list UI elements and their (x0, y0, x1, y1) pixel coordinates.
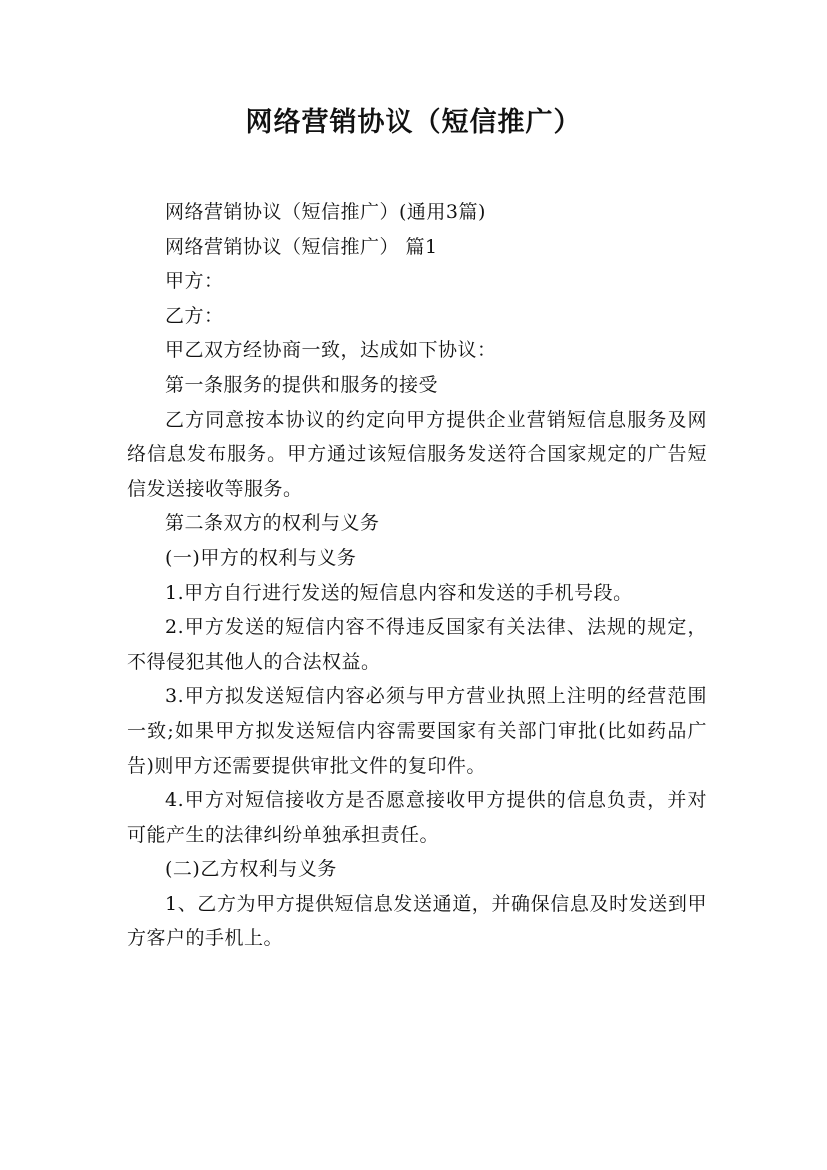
paragraph-section-a-heading: (一)甲方的权利与义务 (165, 546, 357, 569)
paragraph-item-b1: 1、乙方为甲方提供短信息发送通道，并确保信息及时发送到甲方客户的手机上。 (127, 892, 707, 950)
paragraph-article-1-body: 乙方同意按本协议的约定向甲方提供企业营销短信息服务及网络信息发布服务。甲方通过该短信服务发送符合国家规定的广告短信发送接收等服务。 (127, 408, 707, 500)
paragraph-item-a1: 1.甲方自行进行发送的短信息内容和发送的手机号段。 (165, 581, 633, 604)
paragraph-item-a4: 4.甲方对短信接收方是否愿意接收甲方提供的信息负责，并对可能产生的法律纠纷单独承担责任。 (127, 789, 707, 846)
paragraph-article-1-heading: 第一条服务的提供和服务的接受 (165, 373, 439, 396)
paragraph-part-heading: 网络营销协议（短信推广） 篇1 (165, 235, 438, 258)
document-body (127, 195, 707, 956)
document-title: 网络营销协议（短信推广） (245, 107, 582, 138)
paragraph-party-b: 乙方： (165, 304, 224, 327)
paragraph-agreement-intro: 甲乙双方经协商一致，达成如下协议： (165, 339, 497, 362)
paragraph-article-2-heading: 第二条双方的权利与义务 (165, 512, 380, 535)
paragraph-item-a2: 2.甲方发送的短信内容不得违反国家有关法律、法规的规定，不得侵犯其他人的合法权益。 (127, 616, 707, 673)
paragraph-subtitle: 网络营销协议（短信推广）(通用3篇) (165, 201, 486, 223)
paragraph-section-b-heading: (二)乙方权利与义务 (165, 858, 337, 881)
paragraph-item-a3: 3.甲方拟发送短信内容必须与甲方营业执照上注明的经营范围一致;如果甲方拟发送短信内容需要国家有关部门审批(比如药品广告)则甲方还需要提供审批文件的复印件。 (127, 685, 707, 777)
paragraph-party-a: 甲方： (165, 270, 224, 293)
